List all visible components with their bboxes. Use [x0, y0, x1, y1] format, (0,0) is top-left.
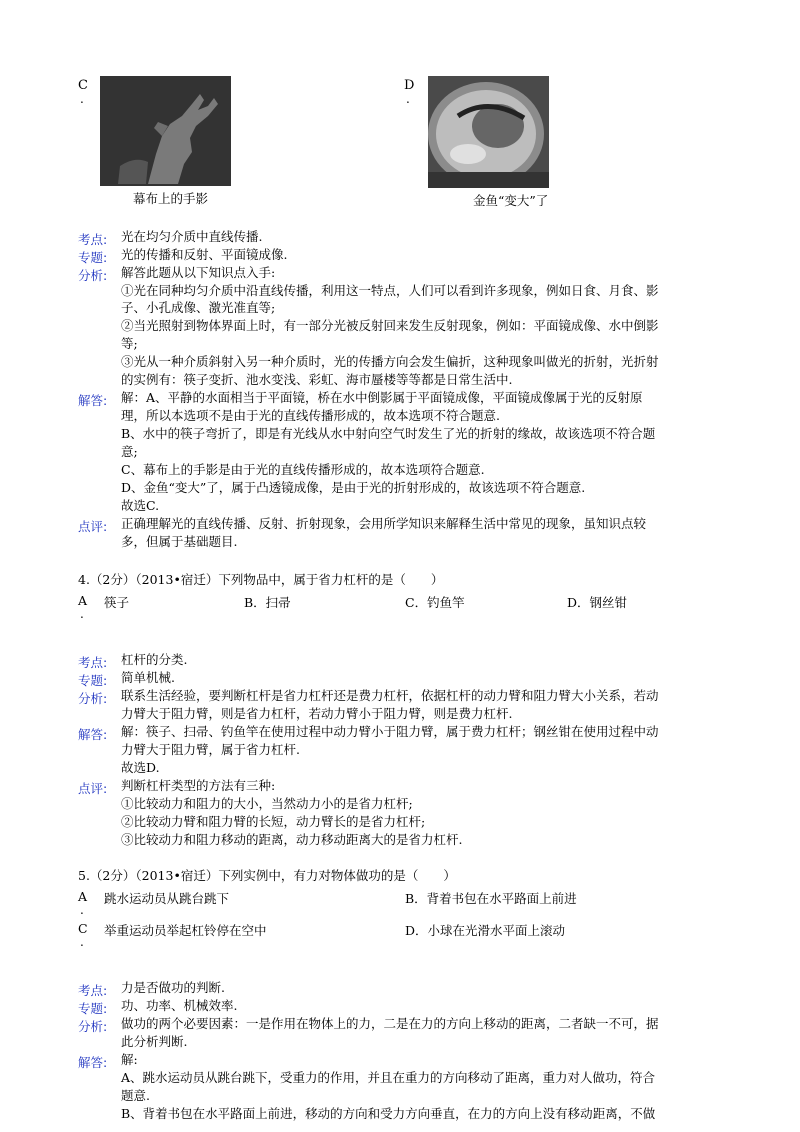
dianping-line: 多，但属于基础题目.	[121, 534, 238, 549]
q5-option-c-letter: C	[78, 921, 88, 936]
q5-stem: 5.（2分）（2013•宿迁）下列实例中，有力对物体做功的是（ ）	[78, 868, 456, 883]
dianping-line: ③比较动力和阻力移动的距离，动力移动距离大的是省力杠杆.	[121, 832, 463, 847]
option-d-caption: 金鱼“变大”了	[473, 193, 549, 208]
jieda-line: 力臂大于阻力臂，属于省力杠杆.	[121, 742, 300, 757]
q4-option-a[interactable]: 筷子	[104, 595, 130, 610]
option-c-caption: 幕布上的手影	[133, 191, 209, 206]
goldfish-bowl-image	[428, 76, 549, 188]
jieda-line: B、水中的筷子弯折了，即是有光线从水中射向空气时发生了光的折射的缘故，故该选项不符合题	[121, 426, 656, 441]
q4-option-c[interactable]: C．钓鱼竿	[405, 595, 465, 610]
q4-option-a-dot: .	[80, 607, 84, 621]
q4-option-a-letter: A	[78, 593, 88, 608]
kaodian-text: 力是否做功的判断.	[121, 980, 225, 995]
fenxi-label: 分析:	[78, 1019, 108, 1034]
q5-option-a-dot: .	[80, 903, 84, 917]
fenxi-line: 的实例有：筷子变折、池水变浅、彩虹、海市蜃楼等等都是日常生活中.	[121, 372, 513, 387]
jieda-line: C、幕布上的手影是由于光的直线传播形成的，故本选项符合题意.	[121, 462, 485, 477]
zhuanti-label: 专题:	[78, 673, 108, 688]
option-d-dot: .	[406, 92, 410, 106]
jieda-line: 解：A、平静的水面相当于平面镜，桥在水中倒影属于平面镜成像，平面镜成像属于光的反射原	[121, 390, 643, 405]
fenxi-line: 子、小孔成像、激光准直等;	[121, 300, 276, 315]
kaodian-label: 考点:	[78, 655, 108, 670]
q4-option-b[interactable]: B．扫帚	[244, 595, 291, 610]
fenxi-line: ①光在同种均匀介质中沿直线传播，利用这一特点，人们可以看到许多现象，例如日食、月食、影	[121, 283, 659, 298]
dianping-line: ①比较动力和阻力的大小，当然动力小的是省力杠杆;	[121, 796, 413, 811]
fenxi-line: 联系生活经验，要判断杠杆是省力杠杆还是费力杠杆，依据杠杆的动力臂和阻力臂大小关系，若动	[121, 688, 659, 703]
jieda-line: 题意.	[121, 1088, 150, 1103]
zhuanti-text: 光的传播和反射、平面镜成像.	[121, 247, 288, 262]
fenxi-line: ③光从一种介质斜射入另一种介质时，光的传播方向会发生偏折，这种现象叫做光的折射，光折射	[121, 354, 659, 369]
fenxi-line: 力臂大于阻力臂，则是省力杠杆，若动力臂小于阻力臂，则是费力杠杆.	[121, 706, 513, 721]
option-c-dot: .	[80, 92, 84, 106]
jieda-line: 解:	[121, 1052, 138, 1067]
q5-option-b[interactable]: B．背着书包在水平路面上前进	[405, 891, 577, 906]
kaodian-label: 考点:	[78, 983, 108, 998]
jieda-label: 解答:	[78, 393, 108, 408]
fenxi-line: 等;	[121, 336, 138, 351]
jieda-line: 理，所以本选项不是由于光的直线传播形成的，故本选项不符合题意.	[121, 408, 500, 423]
jieda-label: 解答:	[78, 727, 108, 742]
q5-option-c-dot: .	[80, 935, 84, 949]
dianping-line: 判断杠杆类型的方法有三种:	[121, 778, 276, 793]
jieda-line: B、背着书包在水平路面上前进，移动的方向和受力方向垂直，在力的方向上没有移动距离，不做	[121, 1106, 656, 1121]
kaodian-text: 光在均匀介质中直线传播.	[121, 229, 263, 244]
jieda-line: 故选D.	[121, 760, 160, 775]
jieda-line: A、跳水运动员从跳台跳下，受重力的作用，并且在重力的方向移动了距离，重力对人做功，符合	[121, 1070, 656, 1085]
zhuanti-text: 简单机械.	[121, 670, 175, 685]
jieda-label: 解答:	[78, 1055, 108, 1070]
jieda-line: 意;	[121, 444, 138, 459]
fenxi-line: 解答此题从以下知识点入手:	[121, 265, 276, 280]
option-c-letter: C	[78, 78, 88, 93]
fenxi-line: ②当光照射到物体界面上时，有一部分光被反射回来发生反射现象，例如：平面镜成像、水中倒影	[121, 318, 659, 333]
dianping-label: 点评:	[78, 781, 108, 796]
hand-shadow-image	[100, 76, 231, 186]
q5-option-c[interactable]: 举重运动员举起杠铃停在空中	[104, 923, 267, 938]
jieda-line: 故选C.	[121, 498, 160, 513]
fenxi-line: 做功的两个必要因素：一是作用在物体上的力，二是在力的方向上移动的距离，二者缺一不可，据	[121, 1016, 659, 1031]
zhuanti-label: 专题:	[78, 250, 108, 265]
jieda-line: 解：筷子、扫帚、钓鱼竿在使用过程中动力臂小于阻力臂，属于费力杠杆；钢丝钳在使用过程中动	[121, 724, 659, 739]
q4-stem: 4.（2分）（2013•宿迁）下列物品中，属于省力杠杆的是（ ）	[78, 572, 444, 587]
q5-option-a[interactable]: 跳水运动员从跳台跳下	[104, 891, 230, 906]
option-d-letter: D	[404, 78, 415, 93]
dianping-line: 正确理解光的直线传播、反射、折射现象，会用所学知识来解释生活中常见的现象，虽知识点较	[121, 516, 647, 531]
kaodian-text: 杠杆的分类.	[121, 652, 188, 667]
q5-option-a-letter: A	[78, 889, 88, 904]
q4-option-d[interactable]: D．钢丝钳	[567, 595, 628, 610]
zhuanti-label: 专题:	[78, 1001, 108, 1016]
zhuanti-text: 功、功率、机械效率.	[121, 998, 238, 1013]
fenxi-label: 分析:	[78, 691, 108, 706]
dianping-label: 点评:	[78, 519, 108, 534]
dianping-line: ②比较动力臂和阻力臂的长短，动力臂长的是省力杠杆;	[121, 814, 426, 829]
q5-option-d[interactable]: D．小球在光滑水平面上滚动	[405, 923, 566, 938]
fenxi-line: 此分析判断.	[121, 1034, 188, 1049]
fenxi-label: 分析:	[78, 268, 108, 283]
jieda-line: D、金鱼“变大”了，属于凸透镜成像，是由于光的折射形成的，故该选项不符合题意.	[121, 480, 586, 495]
kaodian-label: 考点:	[78, 232, 108, 247]
